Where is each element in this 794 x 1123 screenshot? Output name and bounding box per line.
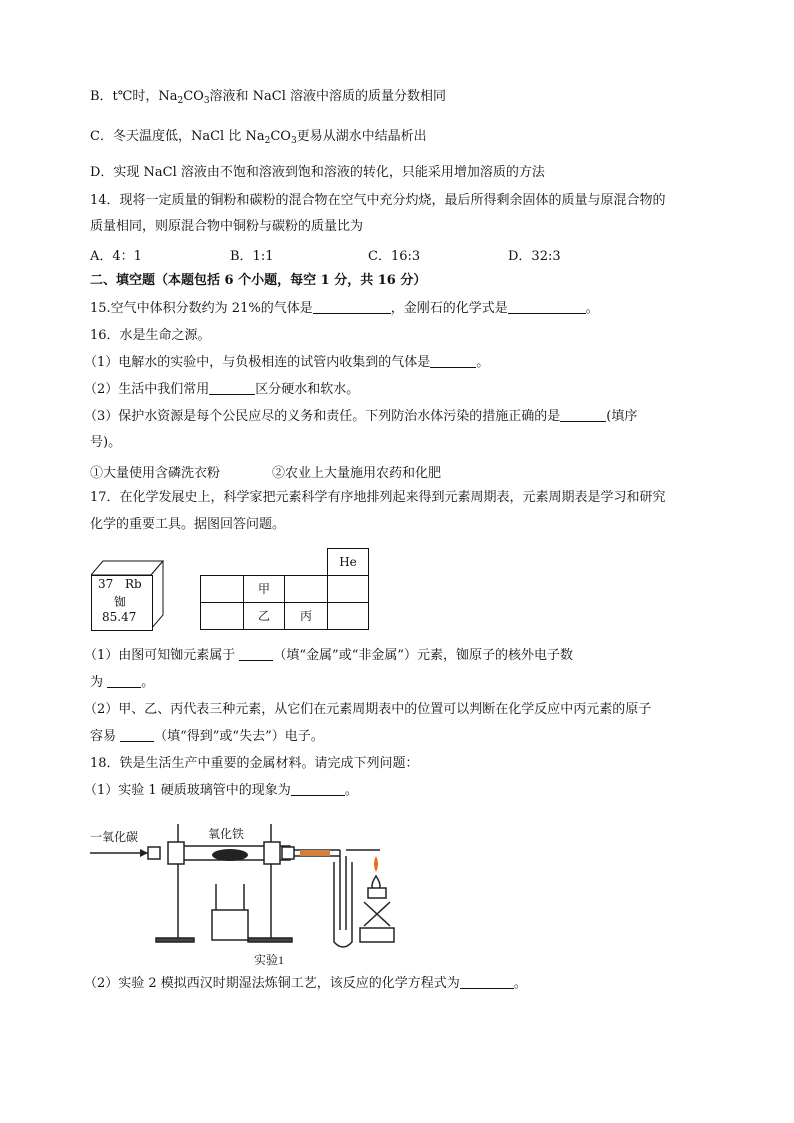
subscript: 2 — [177, 96, 184, 106]
q16-choice-2: ②农业上大量施用农药和化肥 — [272, 466, 442, 481]
subscript: 2 — [264, 136, 271, 146]
q16-text: （1）电解水的实验中，与负极相连的试管内收集到的气体是 — [84, 355, 431, 370]
q16-part3 — [84, 408, 637, 426]
subscript: 3 — [203, 96, 210, 106]
q17-text: （填“得到”或“失去”）电子。 — [154, 729, 324, 744]
atomic-number: 37 — [98, 577, 114, 591]
answer-blank[interactable] — [239, 648, 273, 661]
answer-blank[interactable] — [107, 675, 141, 688]
q16-text: (填序 — [606, 409, 638, 424]
table-cell — [200, 575, 244, 603]
table-cell — [327, 602, 369, 630]
subscript: 3 — [290, 136, 297, 146]
q14-option-b: B．1:1 — [230, 249, 274, 264]
answer-blank[interactable] — [430, 355, 476, 368]
cell-yi: 乙 — [243, 602, 285, 630]
q16-part2 — [84, 381, 359, 399]
formula: Na — [245, 129, 265, 144]
answer-blank[interactable] — [508, 301, 586, 314]
q13-option-b — [90, 88, 446, 110]
q14-option-a: A．4：1 — [90, 249, 142, 264]
answer-blank[interactable] — [120, 729, 154, 742]
q18-part1 — [84, 782, 358, 800]
q16-part3-cont: 号)。 — [90, 435, 122, 450]
q17-part2-cont — [90, 728, 324, 746]
answer-blank[interactable] — [209, 382, 255, 395]
q17-text: 容易 — [90, 729, 121, 744]
atomic-mass: 85.47 — [102, 610, 137, 624]
q17-text: 。 — [141, 675, 155, 690]
q15-text: 15.空气中体积分数约为 21%的气体是 — [90, 301, 313, 316]
q13-option-c — [90, 128, 427, 150]
q18-part2 — [84, 975, 527, 993]
section-heading: 二、填空题（本题包括 6 个小题，每空 1 分，共 16 分） — [90, 273, 427, 288]
cell-he: He — [327, 548, 369, 576]
q17-line2: 化学的重要工具。据图回答问题。 — [90, 517, 286, 532]
q16-title: 16．水是生命之源。 — [90, 328, 211, 343]
element-name: 铷 — [114, 595, 127, 609]
element-symbol: Rb — [125, 577, 142, 591]
option-lead: B．t℃时， — [90, 89, 159, 104]
q18-text: 。 — [344, 783, 358, 798]
q18-text: （1）实验 1 硬质玻璃管中的现象为 — [84, 783, 291, 798]
table-cell — [284, 575, 328, 603]
q14-option-c: C．16:3 — [368, 249, 421, 264]
q16-text: 区分硬水和软水。 — [255, 382, 360, 397]
element-card-rb — [91, 575, 153, 631]
q17-part1-cont — [90, 674, 154, 692]
experiment-1-figure — [90, 814, 440, 972]
q16-text: （2）生活中我们常用 — [84, 382, 210, 397]
q16-text: 。 — [476, 355, 490, 370]
q17-line1: 17．在化学发展史上，科学家把元素科学有序地排列起来得到元素周期表，元素周期表是学习和研究 — [90, 490, 666, 505]
q15 — [90, 300, 599, 318]
formula: CO — [270, 129, 291, 144]
answer-blank[interactable] — [313, 301, 391, 314]
gas-label: 一氧化碳 — [90, 830, 139, 844]
option-lead: C．冬天温度低，NaCl 比 — [90, 129, 246, 144]
q17-text: （1）由图可知铷元素属于 — [84, 648, 240, 663]
q17-text: 为 — [90, 675, 108, 690]
q14-line2: 质量相同，则原混合物中铜粉与碳粉的质量比为 — [90, 219, 364, 234]
option-text: 溶液和 NaCl 溶液中溶质的质量分数相同 — [209, 89, 447, 104]
q15-text: ，金刚石的化学式是 — [390, 301, 508, 316]
q13-option-d: D．实现 NaCl 溶液由不饱和溶液到饱和溶液的转化，只能采用增加溶质的方法 — [90, 165, 545, 180]
q14-option-d: D．32:3 — [508, 249, 561, 264]
q16-choice-1: ①大量使用含磷洗衣粉 — [90, 466, 221, 481]
cell-bing: 丙 — [284, 602, 328, 630]
cell-jia: 甲 — [243, 575, 285, 603]
q16-text: （3）保护水资源是每个公民应尽的义务和责任。下列防治水体污染的措施正确的是 — [84, 409, 561, 424]
formula: Na — [158, 89, 178, 104]
reagent-label: 氧化铁 — [208, 827, 245, 841]
table-cell — [200, 602, 244, 630]
answer-blank[interactable] — [460, 976, 514, 989]
figure-caption: 实验1 — [254, 953, 285, 967]
q18-title: 18．铁是生活生产中重要的金属材料。请完成下列问题： — [90, 756, 419, 771]
q18-text: 。 — [513, 976, 527, 991]
q17-part1 — [84, 647, 573, 665]
answer-blank[interactable] — [560, 409, 606, 422]
formula: CO — [183, 89, 204, 104]
q17-part2: （2）甲、乙、丙代表三种元素，从它们在元素周期表中的位置可以判断在化学反应中丙元素的原子 — [84, 702, 652, 717]
q15-text: 。 — [585, 301, 599, 316]
q16-part1 — [84, 354, 489, 372]
q18-text: （2）实验 2 模拟西汉时期湿法炼铜工艺，该反应的化学方程式为 — [84, 976, 460, 991]
q14-line1: 14．现将一定质量的铜粉和碳粉的混合物在空气中充分灼烧，最后所得剩余固体的质量与原混合物的 — [90, 193, 666, 208]
table-cell — [327, 575, 369, 603]
option-text: 更易从湖水中结晶析出 — [296, 129, 427, 144]
q17-text: （填“金属”或“非金属”）元素，铷原子的核外电子数 — [273, 648, 573, 663]
answer-blank[interactable] — [291, 783, 345, 796]
